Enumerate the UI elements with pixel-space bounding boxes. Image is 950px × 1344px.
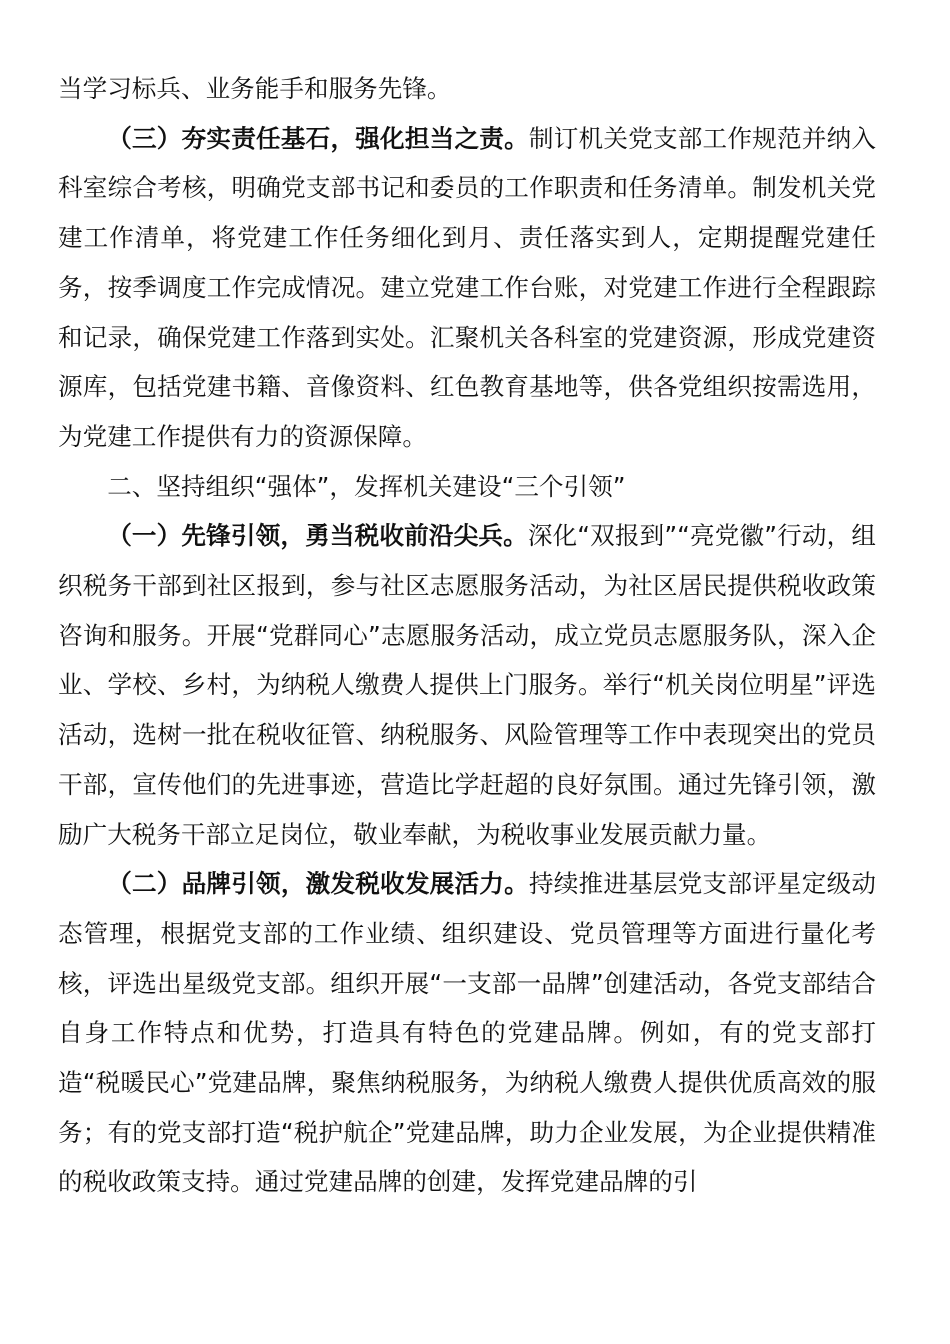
section-heading-text: 二、坚持组织“强体”，发挥机关建设“三个引领”: [107, 471, 626, 501]
paragraph-text: 制订机关党支部工作规范并纳入科室综合考核，明确党支部书记和委员的工作职责和任务清单。制发机关党建工作清单，将党建工作任务细化到月、责任落实到人，定期提醒党建任务，按季调度工作完成情况。建立党建工作台账，对党建工作进行全程跟踪和记录，确保党建工作落到实处。汇聚机关各科室的党建资源，形成党建资源库，包括党建书籍、音像资料、红色教育基地等，供各党组织按需选用，为党建工作提供有力的资源保障。: [58, 123, 876, 451]
paragraph-heading: （三）夯实责任基石，强化担当之责。: [107, 123, 529, 153]
paragraph-text: 持续推进基层党支部评星定级动态管理，根据党支部的工作业绩、组织建设、党员管理等方面进行量化考核，评选出星级党支部。组织开展“一支部一品牌”创建活动，各党支部结合自身工作特点和优势，打造具有特色的党建品牌。例如，有的党支部打造“税暖民心”党建品牌，聚焦纳税服务，为纳税人缴费人提供优质高效的服务；有的党支部打造“税护航企”党建品牌，助力企业发展，为企业提供精准的税收政策支持。通过党建品牌的创建，发挥党建品牌的引: [58, 869, 876, 1197]
paragraph-section-2-2: [58, 859, 876, 1207]
paragraph-text: 当学习标兵、业务能手和服务先锋。: [58, 74, 452, 103]
paragraph-continuation: [58, 64, 876, 114]
paragraph-section-3: [58, 114, 876, 462]
paragraph-heading: （一）先锋引领，勇当税收前沿尖兵。: [107, 521, 528, 551]
paragraph-heading: （二）品牌引领，激发税收发展活力。: [107, 869, 529, 899]
document-page: [58, 64, 876, 1207]
section-heading-2: [58, 462, 876, 512]
paragraph-section-2-1: [58, 511, 876, 859]
paragraph-text: 深化“双报到”“亮党徽”行动，组织税务干部到社区报到，参与社区志愿服务活动，为社区居民提供税收政策咨询和服务。开展“党群同心”志愿服务活动，成立党员志愿服务队，深入企业、学校、乡村，为纳税人缴费人提供上门服务。举行“机关岗位明星”评选活动，选树一批在税收征管、纳税服务、风险管理等工作中表现突出的党员干部，宣传他们的先进事迹，营造比学赶超的良好氛围。通过先锋引领，激励广大税务干部立足岗位，敬业奉献，为税收事业发展贡献力量。: [58, 521, 876, 849]
